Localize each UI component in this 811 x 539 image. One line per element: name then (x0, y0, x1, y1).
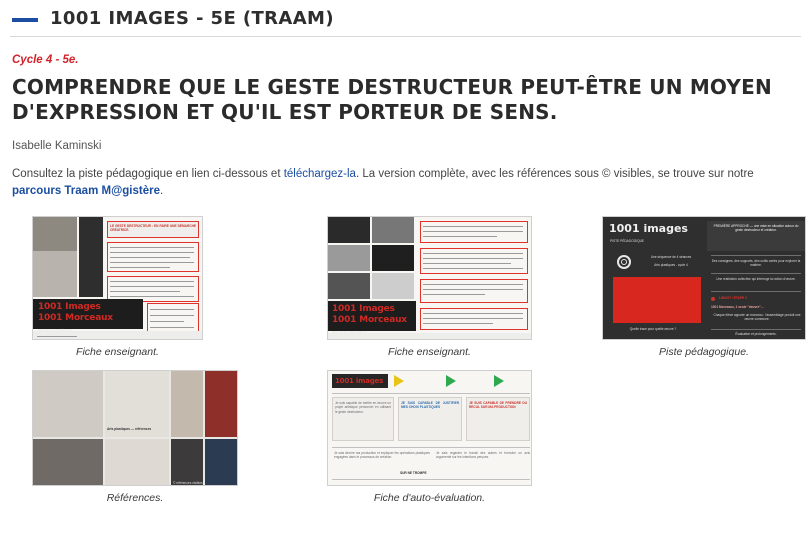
site-header (10, 0, 801, 29)
figure-1-title-1: 1001 Images (38, 302, 101, 312)
figure-3-caption: Piste pédagogique. (659, 346, 749, 358)
download-link[interactable]: téléchargez-la (283, 168, 356, 180)
arrow-green-icon-2 (494, 375, 504, 387)
figure-5 (327, 370, 532, 504)
figure-4 (32, 370, 238, 504)
figure-row-1 (10, 216, 801, 358)
figure-5-title: 1001 images (335, 377, 384, 385)
article (10, 54, 801, 200)
intro-text-2: . La version complète, avec les références sous © visibles, se trouve sur notre (355, 168, 754, 180)
figure-1-thumbnail[interactable] (32, 216, 203, 340)
figure-2-redbox-3 (420, 279, 528, 303)
article-headline: COMPRENDRE QUE LE GESTE DESTRUCTEUR PEUT-ÊTRE UN MOYEN D'EXPRESSION ET QU'IL EST PORTEUR DE SENS. (12, 75, 772, 124)
figure-2-redbox-4 (420, 308, 528, 330)
figure-2-title-2: 1001 Morceaux (332, 315, 407, 325)
page-title: 1001 IMAGES - 5E (TRAAM) (50, 8, 334, 29)
figure-row-2 (10, 370, 801, 504)
intro-text-3: . (160, 185, 164, 197)
figure-3-red-artwork (613, 277, 701, 323)
figure-3-title: 1001 images (609, 222, 688, 235)
figure-4-thumbnail[interactable]: Arts plastiques — références © références visibles (32, 370, 238, 486)
figure-2-title-1: 1001 Images (332, 304, 395, 314)
arrow-green-icon-1 (446, 375, 456, 387)
header-divider (10, 36, 801, 37)
header-accent-dash (12, 18, 38, 22)
figure-3 (602, 216, 806, 358)
article-intro (12, 166, 799, 200)
figure-5-caption: Fiche d'auto-évaluation. (373, 492, 486, 504)
figure-2-thumbnail[interactable] (327, 216, 532, 340)
figure-1-photo-c (79, 217, 103, 297)
figure-1-photo-b (33, 217, 77, 251)
magistere-link[interactable]: parcours Traam M@gistère (12, 185, 160, 197)
figure-1-title-2: 1001 Morceaux (38, 313, 113, 323)
figure-1 (32, 216, 203, 358)
article-author: Isabelle Kaminski (12, 140, 102, 152)
figure-2 (327, 216, 532, 358)
figure-5-footer-note: SUR NE TROMPE (400, 471, 427, 475)
figure-5-thumbnail[interactable]: 1001 images Je suis capable de mettre en œuvre un projet artistique personnel en utilisant le geste destructeur. JE SUIS CAPABLE DE JUSTIFIER MES CHOIX PLASTIQUES JE SUIS CAPABLE DE PRENDRE DU RECUL SUR MA PRODUCTION Je sais décrire ma production et expliquer les opérations plastiques engagées dans le processus de création. Je sais regarder le travail des autres et formuler un avis argumenté sur les intentions perçues. SUR NE TROMPE (327, 370, 532, 486)
figure-4-caption: Références. (106, 492, 164, 504)
article-eyebrow: Cycle 4 - 5e. (12, 54, 79, 66)
figure-gallery (10, 216, 801, 504)
figure-3-subtitle: PISTE PÉDAGOGIQUE (610, 239, 645, 243)
intro-text-1: Consultez la piste pédagogique en lien ci-dessous et (12, 168, 284, 180)
bullet-icon (711, 297, 715, 301)
arrow-yellow-icon (394, 375, 404, 387)
figure-2-caption: Fiche enseignant. (388, 346, 471, 358)
figure-3-section-label: 1001 Morceaux, 1 seule "deuvre"... (711, 305, 764, 309)
figure-3-thumbnail[interactable]: 1001 images PISTE PÉDAGOGIQUE Une séquence de 4 séances Arts plastiques - cycle 4 Quelle trace pour quelle œuvre ? PREMIÈRE APPROCHE — une mise en situation autour du geste destructeur et créateur. Des consignes, des supports, des outils variés pour explorer la matière. Une restitution collective qui interroge la notion d'œuvre. LINGOT / ÉTAPE 2 1001 Morceaux, 1 seule "deuvre"... Chaque élève apporte un morceau : l'assemblage produit une œuvre commune. Évaluation et prolongements. (602, 216, 806, 340)
gear-icon-inner (621, 259, 627, 265)
figure-3-step-label: LINGOT / ÉTAPE 2 (719, 296, 747, 300)
figure-2-redbox-2 (420, 248, 528, 274)
figure-1-caption: Fiche enseignant. (76, 346, 159, 358)
figure-1-heading: LE GESTE DESTRUCTEUR : EN FAIRE UNE DÉMARCHE CRÉATRICE. (110, 224, 196, 233)
figure-2-redbox-1 (420, 221, 528, 243)
